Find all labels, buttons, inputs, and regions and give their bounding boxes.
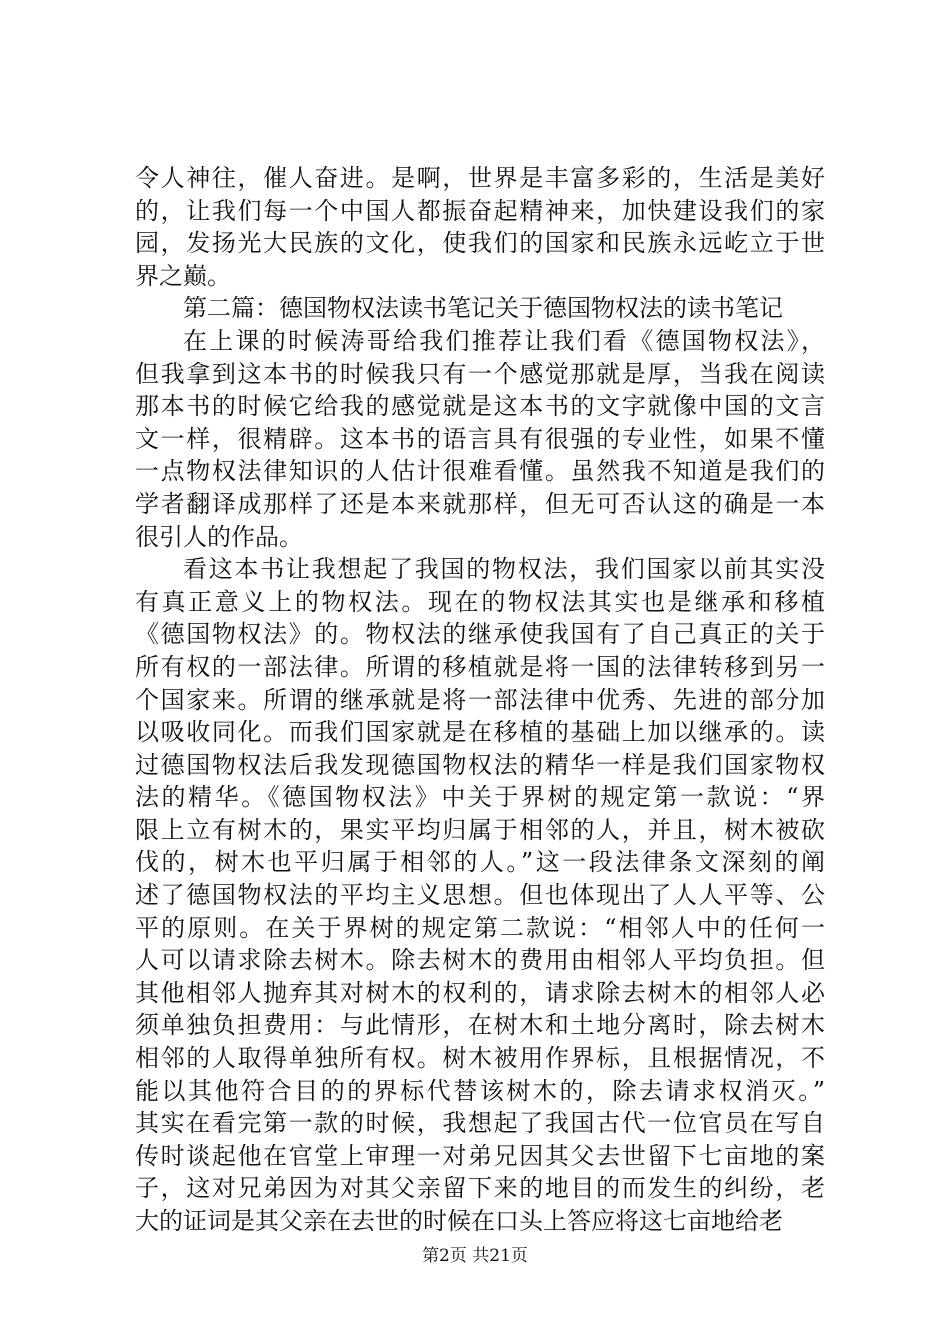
text-line: 一点物权法律知识的人估计很难看懂。虽然我不知道是我们的 [135,457,825,486]
text-line: 须单独负担费用：与此情形，在树木和土地分离时，除去树木 [135,1011,825,1040]
page-number-label: 第2页 共21页 [422,1246,528,1266]
text-line: 所有权的一部法律。所谓的移植就是将一国的法律转移到另一 [135,652,825,681]
text-line: 很引人的作品。 [135,522,303,551]
text-line: 《德国物权法》的。物权法的继承使我国有了自己真正的关于 [135,620,825,649]
document-body [135,162,825,1238]
text-line: 在上课的时候涛哥给我们推荐让我们看《德国物权法》， [183,326,825,355]
text-line: 传时谈起他在官堂上审理一对弟兄因其父去世留下七亩地的案 [135,1141,825,1170]
text-line: 令人神往，催人奋进。是啊，世界是丰富多彩的，生活是美好 [135,164,825,192]
text-line: 相邻的人取得单独所有权。树木被用作界标，且根据情况，不 [135,1044,825,1073]
text-line: 子，这对兄弟因为对其父亲留下来的地目的而发生的纠纷，老 [135,1174,825,1203]
page-footer [0,1244,950,1268]
text-line: 其实在看完第一款的时候，我想起了我国古代一位官员在写自 [135,1109,825,1138]
paragraph [135,292,825,325]
text-line: 能以其他符合目的的界标代替该树木的，除去请求权消灭。” [135,1076,825,1105]
text-line: 述了德国物权法的平均主义思想。但也体现出了人人平等、公 [135,881,825,910]
text-line: 平的原则。在关于界树的规定第二款说：“相邻人中的任何一 [135,913,825,942]
text-line: 那本书的时候它给我的感觉就是这本书的文字就像中国的文言 [135,392,825,421]
text-line: 学者翻译成那样了还是本来就那样，但无可否认这的确是一本 [135,489,825,518]
paragraph [135,325,825,553]
text-line: 人可以请求除去树木。除去树木的费用由相邻人平均负担。但 [135,946,825,975]
text-line: 以吸收同化。而我们国家就是在移植的基础上加以继承的。读 [135,718,825,747]
text-line: 但我拿到这本书的时候我只有一个感觉那就是厚，当我在阅读 [135,359,825,388]
text-line: 过德国物权法后我发现德国物权法的精华一样是我们国家物权 [135,750,825,779]
paragraph [135,162,825,292]
text-line: 文一样，很精辟。这本书的语言具有很强的专业性，如果不懂 [135,424,825,453]
text-line: 看这本书让我想起了我国的物权法，我们国家以前其实没 [183,555,825,584]
text-line: 伐的，树木也平归属于相邻的人。”这一段法律条文深刻的阐 [135,848,825,877]
text-line: 界之巅。 [135,261,231,290]
text-line: 第二篇：德国物权法读书笔记关于德国物权法的读书笔记 [183,294,783,323]
text-line: 有真正意义上的物权法。现在的物权法其实也是继承和移植 [135,587,825,616]
text-line: 大的证词是其父亲在去世的时候在口头上答应将这七亩地给老 [135,1207,783,1235]
text-line: 个国家来。所谓的继承就是将一部法律中优秀、先进的部分加 [135,685,825,714]
paragraph [135,553,825,1237]
text-line: 法的精华。《德国物权法》中关于界树的规定第一款说：“界 [135,783,825,812]
text-line: 的，让我们每一个中国人都振奋起精神来，加快建设我们的家 [135,196,825,225]
text-line: 限上立有树木的，果实平均归属于相邻的人，并且，树木被砍 [135,815,825,844]
text-line: 其他相邻人抛弃其对树木的权利的，请求除去树木的相邻人必 [135,978,825,1007]
text-line: 园，发扬光大民族的文化，使我们的国家和民族永远屹立于世 [135,229,825,258]
